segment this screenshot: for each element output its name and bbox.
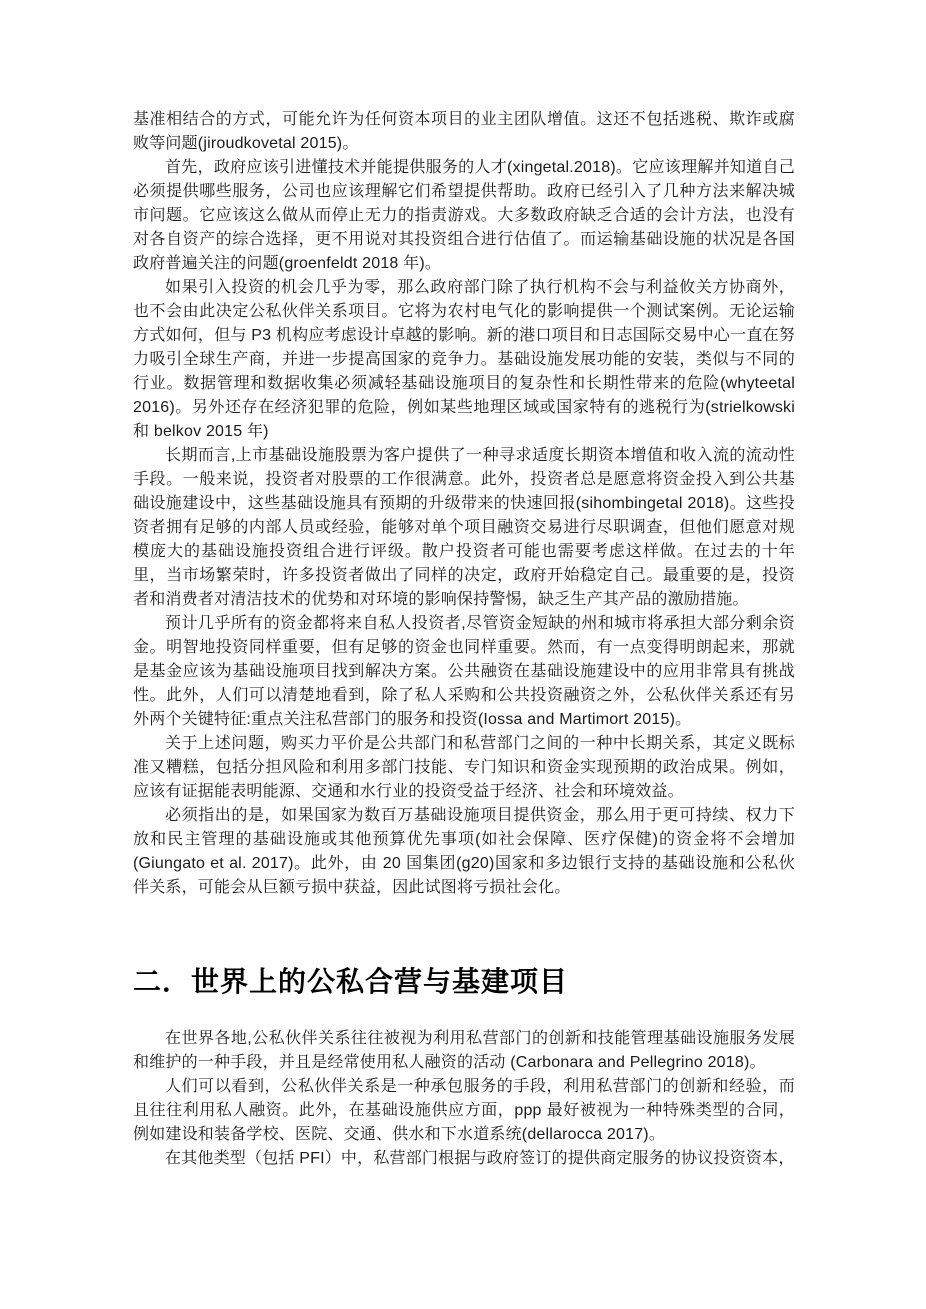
paragraph: 在世界各地,公私伙伴关系往往被视为利用私营部门的创新和技能管理基础设施服务发展和维护的一种手段，并且是经常使用私人融资的活动 (Carbonara and Pellegrino 2018)。	[133, 1030, 795, 1071]
paragraph: 人们可以看到，公私伙伴关系是一种承包服务的手段，利用私营部门的创新和经验，而且往往利用私人融资。此外，在基础设施供应方面，ppp 最好被视为一种特殊类型的合同，例如建设和装备学校、医院、交通、供水和下水道系统(dellarocca 2017)。	[133, 1078, 795, 1143]
paragraph: 基准相结合的方式，可能允许为任何资本项目的业主团队增值。这还不包括逃税、欺诈或腐败等问题(jiroudkovetal 2015)。	[133, 111, 795, 152]
paragraph: 首先，政府应该引进懂技术并能提供服务的人才(xingetal.2018)。它应该理解并知道自己必须提供哪些服务，公司也应该理解它们希望提供帮助。政府已经引入了几种方法来解决城市问题。它应该这么做从而停止无力的指责游戏。大多数政府缺乏合适的会计方法，也没有对各自资产的综合选择，更不用说对其投资组合进行估值了。而运输基础设施的状况是各国政府普遍关注的问题(groenfeldt 2018 年)。	[133, 159, 795, 272]
paragraph: 预计几乎所有的资金都将来自私人投资者,尽管资金短缺的州和城市将承担大部分剩余资金。明智地投资同样重要，但有足够的资金也同样重要。然而，有一点变得明朗起来，那就是基金应该为基础设施项目找到解决方案。公共融资在基础设施建设中的应用非常具有挑战性。此外，人们可以清楚地看到，除了私人采购和公共投资融资之外，公私伙伴关系还有另外两个关键特征:重点关注私营部门的服务和投资(Iossa and Martimort 2015)。	[133, 615, 795, 728]
page-content	[133, 108, 795, 1171]
paragraph: 如果引入投资的机会几乎为零，那么政府部门除了执行机构不会与利益攸关方协商外，也不会由此决定公私伙伴关系项目。它将为农村电气化的影响提供一个测试案例。无论运输方式如何，但与 P3 机构应考虑设计卓越的影响。新的港口项目和日志国际交易中心一直在努力吸引全球生产商，并进一步提高国家的竞争力。基础设施发展功能的安装，类似与不同的行业。数据管理和数据收集必须减轻基础设施项目的复杂性和长期性带来的危险(whyteetal 2016)。另外还存在经济犯罪的危险，例如某些地理区域或国家特有的逃税行为(strielkowski 和 belkov 2015 年)	[133, 279, 795, 440]
paragraph: 长期而言,上市基础设施股票为客户提供了一种寻求适度长期资本增值和收入流的流动性手段。一般来说，投资者对股票的工作很满意。此外，投资者总是愿意将资金投入到公共基础设施建设中，这些基础设施具有预期的升级带来的快速回报(sihombingetal 2018)。这些投资者拥有足够的内部人员或经验，能够对单个项目融资交易进行尽职调查，但他们愿意对规模庞大的基础设施投资组合进行评级。散户投资者可能也需要考虑这样做。在过去的十年里，当市场繁荣时，许多投资者做出了同样的决定，政府开始稳定自己。最重要的是，投资者和消费者对清洁技术的优势和对环境的影响保持警惕，缺乏生产其产品的激励措施。	[133, 447, 795, 608]
paragraph: 在其他类型（包括 PFI）中，私营部门根据与政府签订的提供商定服务的协议投资资本，	[165, 1150, 795, 1167]
paragraph: 必须指出的是，如果国家为数百万基础设施项目提供资金，那么用于更可持续、权力下放和民主管理的基础设施或其他预算优先事项(如社会保障、医疗保健)的资金将不会增加(Giungato et al. 2017)。此外，由 20 国集团(g20)国家和多边银行支持的基础设施和公私伙伴关系，可能会从巨额亏损中获益，因此试图将亏损社会化。	[133, 807, 795, 896]
section-heading: 二．世界上的公私合营与基建项目	[133, 966, 569, 997]
paragraph: 关于上述问题，购买力平价是公共部门和私营部门之间的一种中长期关系，其定义既标准又糟糕，包括分担风险和利用多部门技能、专门知识和资金实现预期的政治成果。例如，应该有证据能表明能源、交通和水行业的投资受益于经济、社会和环境效益。	[133, 735, 795, 800]
